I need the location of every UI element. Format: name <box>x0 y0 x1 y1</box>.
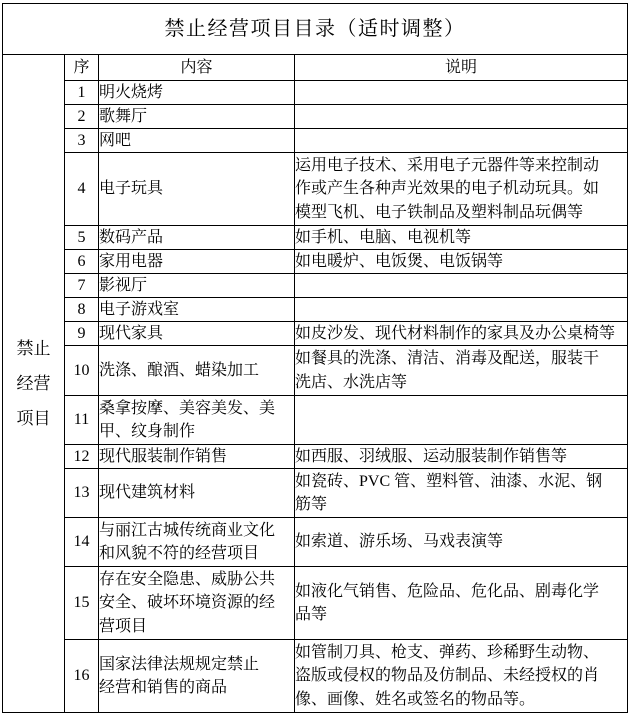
table-row <box>3 226 628 250</box>
table-row <box>3 640 628 713</box>
content-cell: 国家法律法规规定禁止 经营和销售的商品 <box>99 640 295 713</box>
table-row <box>3 445 628 469</box>
seq-cell: 8 <box>65 298 99 322</box>
desc-cell: 如管制刀具、枪支、弹药、珍稀野生动物、 盗版或侵权的物品及仿制品、未经授权的肖 像、画像、姓名或签名的物品等。 <box>295 640 628 713</box>
desc-cell <box>295 81 628 105</box>
table-row <box>3 346 628 396</box>
column-header-content: 内容 <box>99 55 295 81</box>
title-row <box>3 4 628 55</box>
content-cell: 歌舞厅 <box>99 105 295 129</box>
table-title: 禁止经营项目目录（适时调整） <box>3 4 628 55</box>
table-row <box>3 153 628 226</box>
desc-cell: 如西服、羽绒服、运动服装制作销售等 <box>295 445 628 469</box>
table-row <box>3 105 628 129</box>
table-row <box>3 396 628 445</box>
catalog-table <box>2 3 628 713</box>
seq-cell: 15 <box>65 567 99 640</box>
desc-cell <box>295 129 628 153</box>
desc-cell: 如手机、电脑、电视机等 <box>295 226 628 250</box>
seq-cell: 3 <box>65 129 99 153</box>
content-cell: 存在安全隐患、威胁公共 安全、破坏环境资源的经 营项目 <box>99 567 295 640</box>
content-cell: 家用电器 <box>99 250 295 274</box>
seq-cell: 4 <box>65 153 99 226</box>
seq-cell: 14 <box>65 518 99 567</box>
desc-cell: 如餐具的洗涤、清洁、消毒及配送，服装干 洗店、水洗店等 <box>295 346 628 396</box>
desc-cell <box>295 298 628 322</box>
seq-cell: 2 <box>65 105 99 129</box>
seq-cell: 13 <box>65 469 99 518</box>
seq-cell: 16 <box>65 640 99 713</box>
seq-cell: 12 <box>65 445 99 469</box>
desc-cell: 运用电子技术、采用电子元器件等来控制动 作或产生各种声光效果的电子机动玩具。如 模型飞机、电子铁制品及塑料制品玩偶等 <box>295 153 628 226</box>
seq-cell: 6 <box>65 250 99 274</box>
content-cell: 桑拿按摩、美容美发、美 甲、纹身制作 <box>99 396 295 445</box>
content-cell: 与丽江古城传统商业文化 和风貌不符的经营项目 <box>99 518 295 567</box>
content-cell: 网吧 <box>99 129 295 153</box>
content-cell: 现代服装制作销售 <box>99 445 295 469</box>
desc-cell <box>295 274 628 298</box>
table-row <box>3 518 628 567</box>
content-cell: 现代家具 <box>99 322 295 346</box>
header-row <box>3 55 628 81</box>
table-row <box>3 469 628 518</box>
desc-cell <box>295 105 628 129</box>
table-row <box>3 274 628 298</box>
content-cell: 明火烧烤 <box>99 81 295 105</box>
catalog-body <box>3 4 628 713</box>
seq-cell: 7 <box>65 274 99 298</box>
seq-cell: 1 <box>65 81 99 105</box>
seq-cell: 5 <box>65 226 99 250</box>
desc-cell: 如索道、游乐场、马戏表演等 <box>295 518 628 567</box>
desc-cell: 如液化气销售、危险品、危化品、剧毒化学 品等 <box>295 567 628 640</box>
content-cell: 现代建筑材料 <box>99 469 295 518</box>
column-header-desc: 说明 <box>295 55 628 81</box>
column-header-seq: 序 <box>65 55 99 81</box>
table-row <box>3 322 628 346</box>
table-row <box>3 567 628 640</box>
seq-cell: 9 <box>65 322 99 346</box>
content-cell: 电子玩具 <box>99 153 295 226</box>
seq-cell: 10 <box>65 346 99 396</box>
table-row <box>3 298 628 322</box>
content-cell: 电子游戏室 <box>99 298 295 322</box>
desc-cell <box>295 396 628 445</box>
content-cell: 洗涤、酿酒、蜡染加工 <box>99 346 295 396</box>
category-label: 禁止经营项目 <box>16 339 51 428</box>
desc-cell: 如瓷砖、PVC 管、塑料管、油漆、水泥、钢 筋等 <box>295 469 628 518</box>
seq-cell: 11 <box>65 396 99 445</box>
desc-cell: 如皮沙发、现代材料制作的家具及办公桌椅等 <box>295 322 628 346</box>
content-cell: 数码产品 <box>99 226 295 250</box>
table-row <box>3 129 628 153</box>
table-row <box>3 81 628 105</box>
desc-cell: 如电暖炉、电饭煲、电饭锅等 <box>295 250 628 274</box>
content-cell: 影视厅 <box>99 274 295 298</box>
category-cell <box>3 55 65 713</box>
table-row <box>3 250 628 274</box>
